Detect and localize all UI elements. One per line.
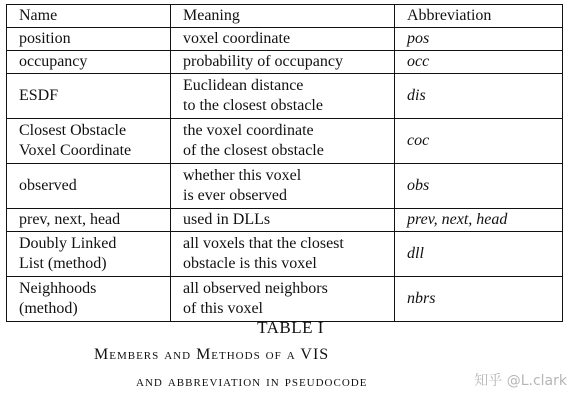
header-name: Name xyxy=(7,5,171,28)
table-row xyxy=(7,119,563,164)
cell-meaning xyxy=(171,164,395,209)
cell-name xyxy=(7,119,171,164)
cell-abbreviation: prev, next, head xyxy=(395,209,563,232)
cell-meaning xyxy=(171,119,395,164)
table-row xyxy=(7,164,563,209)
cell-meaning: probability of occupancy xyxy=(171,51,395,74)
cell-name: prev, next, head xyxy=(7,209,171,232)
cell-meaning-line: to the closest obstacle xyxy=(183,97,323,114)
table-row xyxy=(7,28,563,51)
cell-name-line: List (method) xyxy=(19,255,107,272)
cell-meaning xyxy=(171,277,395,322)
abbreviation-table xyxy=(6,4,563,322)
cell-abbreviation: occ xyxy=(395,51,563,74)
cell-meaning-line: all observed neighbors xyxy=(183,280,328,297)
cell-meaning-line: obstacle is this voxel xyxy=(183,255,317,272)
cell-name-line: Closest Obstacle xyxy=(19,122,127,139)
table-row xyxy=(7,51,563,74)
cell-meaning-line: all voxels that the closest xyxy=(183,235,344,252)
cell-abbreviation: pos xyxy=(395,28,563,51)
table-row xyxy=(7,277,563,322)
cell-meaning: used in DLLs xyxy=(171,209,395,232)
table-header-row xyxy=(7,5,563,28)
cell-name xyxy=(7,277,171,322)
cell-meaning xyxy=(171,232,395,277)
cell-name: occupancy xyxy=(7,51,171,74)
cell-name: observed xyxy=(7,164,171,209)
cell-abbreviation: dll xyxy=(395,232,563,277)
cell-meaning: voxel coordinate xyxy=(171,28,395,51)
cell-name xyxy=(7,232,171,277)
cell-abbreviation: obs xyxy=(395,164,563,209)
table-row xyxy=(7,232,563,277)
cell-meaning xyxy=(171,74,395,119)
table-row xyxy=(7,209,563,232)
cell-meaning-line: the voxel coordinate xyxy=(183,122,314,139)
cell-name-line: Doubly Linked xyxy=(19,235,117,252)
cell-name-line: Neighhoods xyxy=(19,280,97,297)
cell-name-line: Voxel Coordinate xyxy=(19,142,132,159)
table-label: TABLE I xyxy=(257,318,324,337)
cell-abbreviation: coc xyxy=(395,119,563,164)
header-meaning: Meaning xyxy=(171,5,395,28)
watermark-text: 知乎 @L.clark xyxy=(474,373,567,389)
cell-name-line: (method) xyxy=(19,300,78,317)
cell-abbreviation: dis xyxy=(395,74,563,119)
cell-meaning-line: of the closest obstacle xyxy=(183,142,324,159)
cell-meaning-line: Euclidean distance xyxy=(183,77,304,94)
table-row xyxy=(7,74,563,119)
cell-name: ESDF xyxy=(7,74,171,119)
table-caption-line-2: and abbreviation in pseudocode xyxy=(136,373,368,390)
table-caption-line-1: Members and Methods of a VIS xyxy=(94,346,330,363)
cell-name: position xyxy=(7,28,171,51)
cell-meaning-line: whether this voxel xyxy=(183,167,302,184)
cell-meaning-line: is ever observed xyxy=(183,187,287,204)
header-abbreviation: Abbreviation xyxy=(395,5,563,28)
cell-meaning-line: of this voxel xyxy=(183,300,263,317)
cell-abbreviation: nbrs xyxy=(395,277,563,322)
